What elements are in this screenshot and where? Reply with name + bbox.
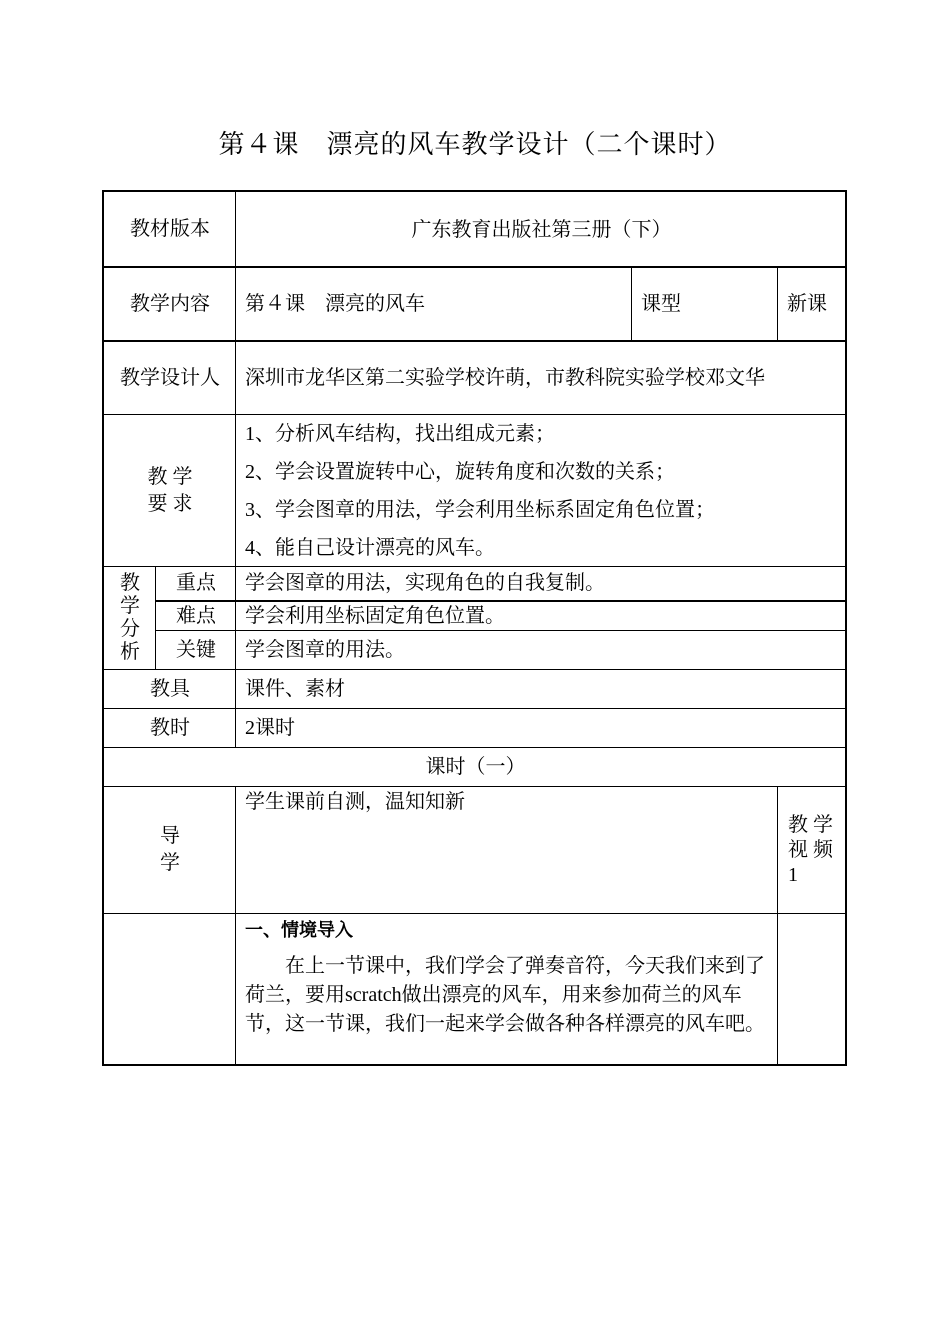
guide-label-char: 导: [160, 825, 180, 847]
guide-note-line: 视 频: [788, 838, 833, 861]
guide-label-char: 学: [160, 852, 180, 874]
content-label: 教学内容: [104, 266, 236, 340]
section-note-cell: [777, 913, 847, 1066]
analysis-label: [104, 566, 156, 669]
analysis-difficulty-value: 学会利用坐标固定角色位置。: [235, 600, 847, 630]
edition-value: 广东教育出版社第三册（下）: [235, 192, 847, 268]
requirements-label-line2: 要 求: [147, 492, 193, 515]
analysis-label-char: 学: [120, 595, 140, 617]
analysis-critical-value: 学会图章的用法。: [235, 630, 847, 669]
requirements-label-line1: 教 学: [147, 465, 193, 488]
content-value: 第４课 漂亮的风车: [235, 266, 632, 340]
analysis-label-char: 析: [120, 641, 140, 663]
designer-value: 深圳市龙华区第二实验学校许萌，市教科院实验学校邓文华: [235, 340, 847, 414]
analysis-difficulty-label: 难点: [155, 600, 236, 630]
analysis-critical-label: 关键: [155, 630, 236, 669]
hours-label: 教时: [104, 708, 236, 747]
section-text: 在上一节课中，我们学会了弹奏音符，今天我们来到了荷兰，要用scratch做出漂亮的风车，用来参加荷兰的风车节，这一节课，我们一起来学会做各种各样漂亮的风车吧。: [245, 955, 765, 1035]
requirement-item: 1、分析风车结构，找出组成元素；: [245, 423, 555, 445]
guide-note: [777, 786, 847, 913]
requirement-item: 4、能自己设计漂亮的风车。: [245, 537, 495, 559]
section-heading: 一、情境导入: [245, 920, 353, 941]
type-label: 课型: [631, 266, 778, 340]
type-value: 新课: [777, 266, 847, 340]
analysis-key-value: 学会图章的用法，实现角色的自我复制。: [235, 566, 847, 600]
requirements-list: [235, 414, 847, 566]
tools-value: 课件、素材: [235, 669, 847, 708]
section-label-cell: [104, 913, 236, 1066]
edition-label: 教材版本: [130, 218, 210, 240]
lesson-plan-table: [102, 190, 847, 1066]
tools-label: 教具: [104, 669, 236, 708]
guide-label: [104, 786, 236, 913]
session-header: 课时（一）: [104, 747, 847, 786]
requirement-item: 3、学会图章的用法，学会利用坐标系固定角色位置；: [245, 499, 715, 521]
requirements-label: [104, 414, 236, 566]
analysis-key-label: 重点: [155, 566, 236, 600]
hours-value: 2课时: [235, 708, 847, 747]
section-content: [235, 913, 778, 1066]
analysis-label-char: 分: [120, 618, 140, 640]
requirement-item: 2、学会设置旋转中心，旋转角度和次数的关系；: [245, 461, 675, 483]
guide-value: 学生课前自测，温知知新: [235, 786, 778, 913]
designer-label: 教学设计人: [104, 340, 236, 414]
guide-note-line: 1: [788, 863, 798, 886]
page-title: 第４课 漂亮的风车教学设计（二个课时）: [218, 130, 732, 160]
guide-note-line: 教 学: [788, 813, 833, 836]
analysis-label-char: 教: [120, 572, 140, 594]
